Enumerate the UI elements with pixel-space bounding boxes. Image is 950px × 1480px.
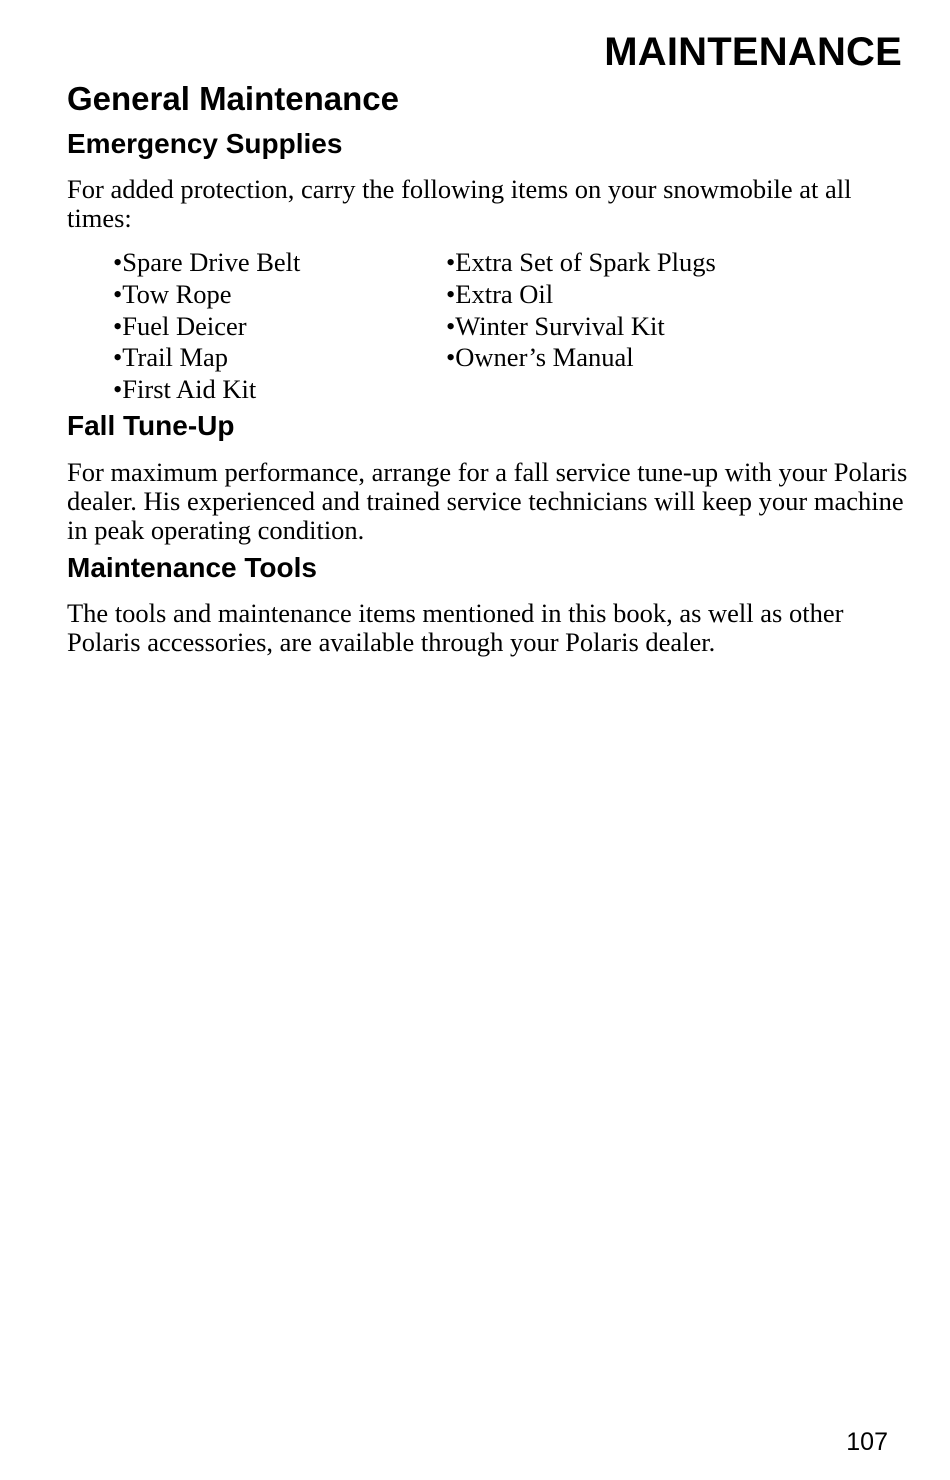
list-item: •Spare Drive Belt — [113, 247, 301, 277]
supplies-list-left — [113, 247, 300, 406]
emergency-supplies-heading: Emergency Supplies — [67, 128, 343, 159]
maintenance-tools-text: The tools and maintenance items mentioned in this book, as well as other Polaris accessories, are available through your Polaris dealer. — [67, 598, 844, 657]
fall-tune-up-text: For maximum performance, arrange for a fall service tune-up with your Polaris dealer. His experienced and trained service technicians will keep your machine in peak operating condition. — [67, 457, 908, 545]
list-item: •Owner’s Manual — [446, 342, 634, 373]
list-item: •Tow Rope — [113, 278, 232, 309]
list-item: •Extra Set of Spark Plugs — [446, 247, 716, 277]
list-item: •Winter Survival Kit — [446, 310, 665, 341]
emergency-supplies-intro: For added protection, carry the following items on your snowmobile at all times: — [67, 174, 852, 233]
supplies-list-right — [446, 247, 716, 374]
list-item: •Fuel Deicer — [113, 310, 247, 341]
page-number: 107 — [846, 1428, 888, 1456]
section-title: MAINTENANCE — [604, 30, 902, 74]
list-item: •First Aid Kit — [113, 374, 257, 405]
fall-tune-up-heading: Fall Tune-Up — [67, 410, 235, 441]
list-item: •Extra Oil — [446, 278, 554, 309]
page-title: General Maintenance — [67, 80, 399, 117]
maintenance-tools-heading: Maintenance Tools — [67, 552, 317, 583]
list-item: •Trail Map — [113, 342, 229, 373]
